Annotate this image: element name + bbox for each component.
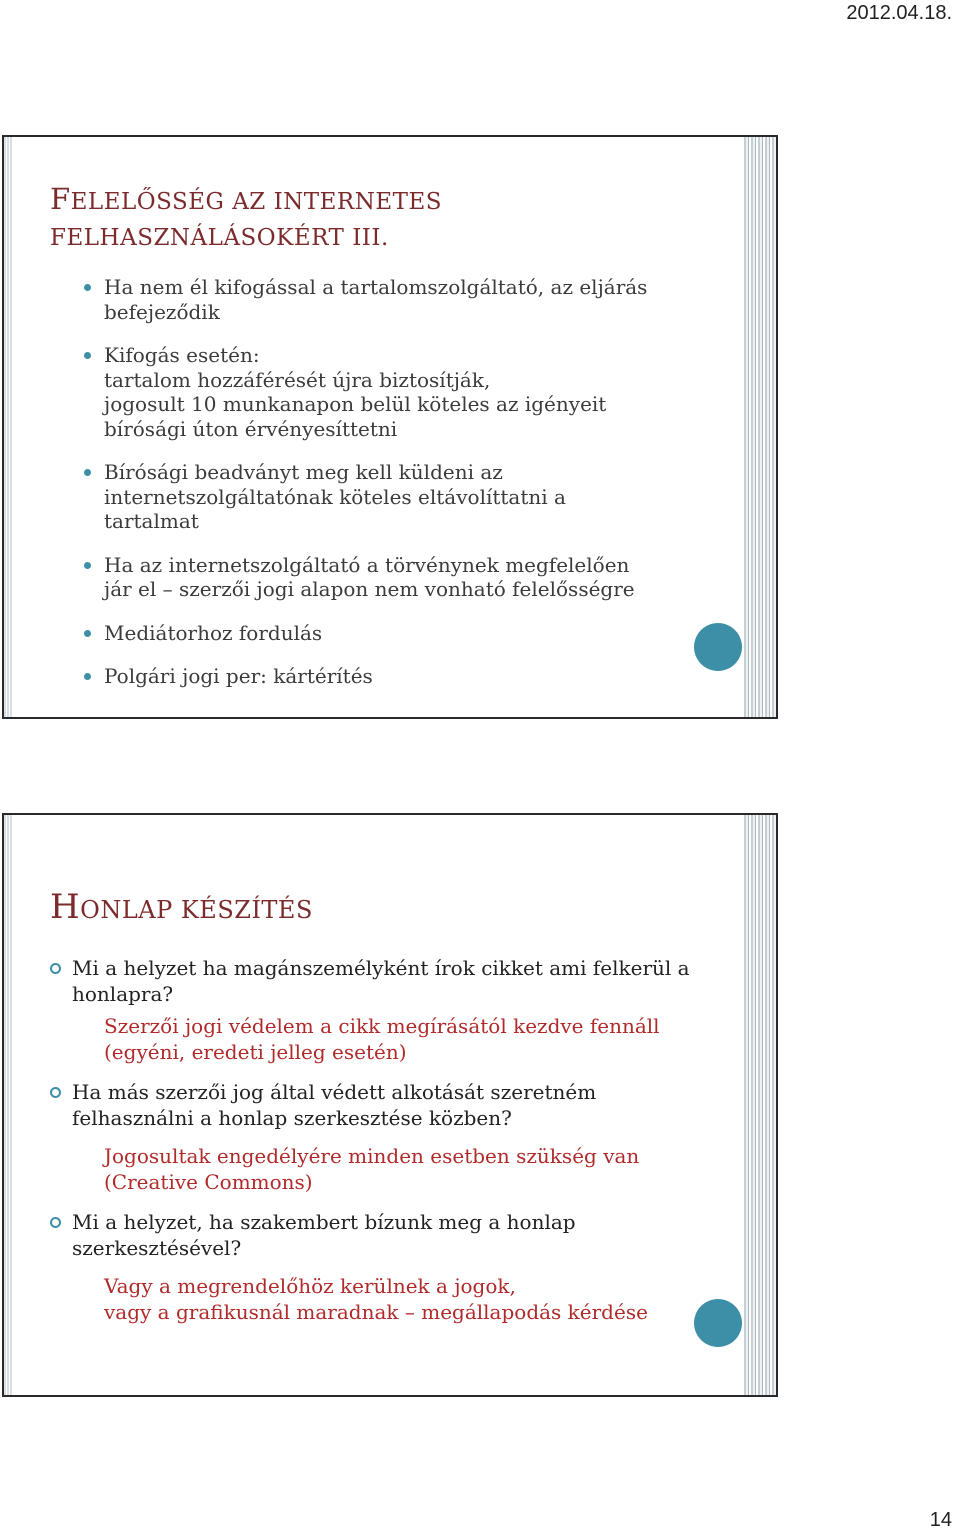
slide-1-bullet-list [4, 275, 776, 708]
bullet-dot-icon [84, 673, 91, 680]
bullet-ring-icon [50, 963, 61, 974]
bullet-dot-icon [84, 630, 91, 637]
list-item: Ha az internetszolgáltató a törvénynek megfelelően jár el – szerzői jogi alapon nem vonható felelősségre [4, 553, 776, 602]
list-item: Mi a helyzet, ha szakembert bízunk meg a honlap szerkesztésével? Vagy a megrendelőhöz kerülnek a jogok, vagy a grafikusnál maradnak – megállapodás kérdése [4, 1209, 776, 1325]
header-date: 2012.04.18. [846, 2, 952, 24]
sub-answer: Szerzői jogi védelem a cikk megírásától kezdve fennáll (egyéni, eredeti jelleg esetén) [104, 1014, 660, 1064]
slide-2-bullet-list [4, 955, 776, 1339]
slide-1 [2, 135, 778, 719]
bullet-dot-icon [84, 469, 91, 476]
list-item: Mediátorhoz fordulás [4, 621, 776, 646]
bullet-ring-icon [50, 1217, 61, 1228]
list-item: Mi a helyzet ha magánszemélyként írok cikket ami felkerül a honlapra? Szerzői jogi védelem a cikk megírásától kezdve fennáll (egyéni, eredeti jelleg esetén) [4, 955, 776, 1065]
sub-answer: Jogosultak engedélyére minden esetben szükség van (Creative Commons) [104, 1144, 640, 1194]
bullet-ring-icon [50, 1087, 61, 1098]
list-item: Ha más szerzői jog által védett alkotását szeretném felhasználni a honlap szerkesztése közben? Jogosultak engedélyére minden esetben szükség van (Creative Commons) [4, 1079, 776, 1195]
sub-answer: Vagy a megrendelőhöz kerülnek a jogok, vagy a grafikusnál maradnak – megállapodás kérdése [104, 1274, 648, 1324]
bullet-dot-icon [84, 352, 91, 359]
list-item: Polgári jogi per: kártérítés [4, 664, 776, 689]
slide-1-title: FELELŐSSÉG AZ INTERNETES FELHASZNÁLÁSOKÉRT III. [50, 182, 443, 251]
bullet-dot-icon [84, 284, 91, 291]
slide-2-title: HONLAP KÉSZÍTÉS [50, 887, 313, 927]
list-item: Bírósági beadványt meg kell küldeni az internetszolgáltatónak köteles eltávolíttatni a tartalmat [4, 460, 776, 534]
list-item: Kifogás esetén: tartalom hozzáférését újra biztosítják, jogosult 10 munkanapon belül köteles az igényeit bírósági úton érvényesíttetni [4, 343, 776, 441]
list-item: Ha nem él kifogással a tartalomszolgáltató, az eljárás befejeződik [4, 275, 776, 324]
page-number: 14 [929, 1509, 952, 1531]
bullet-dot-icon [84, 562, 91, 569]
slide-2 [2, 813, 778, 1397]
